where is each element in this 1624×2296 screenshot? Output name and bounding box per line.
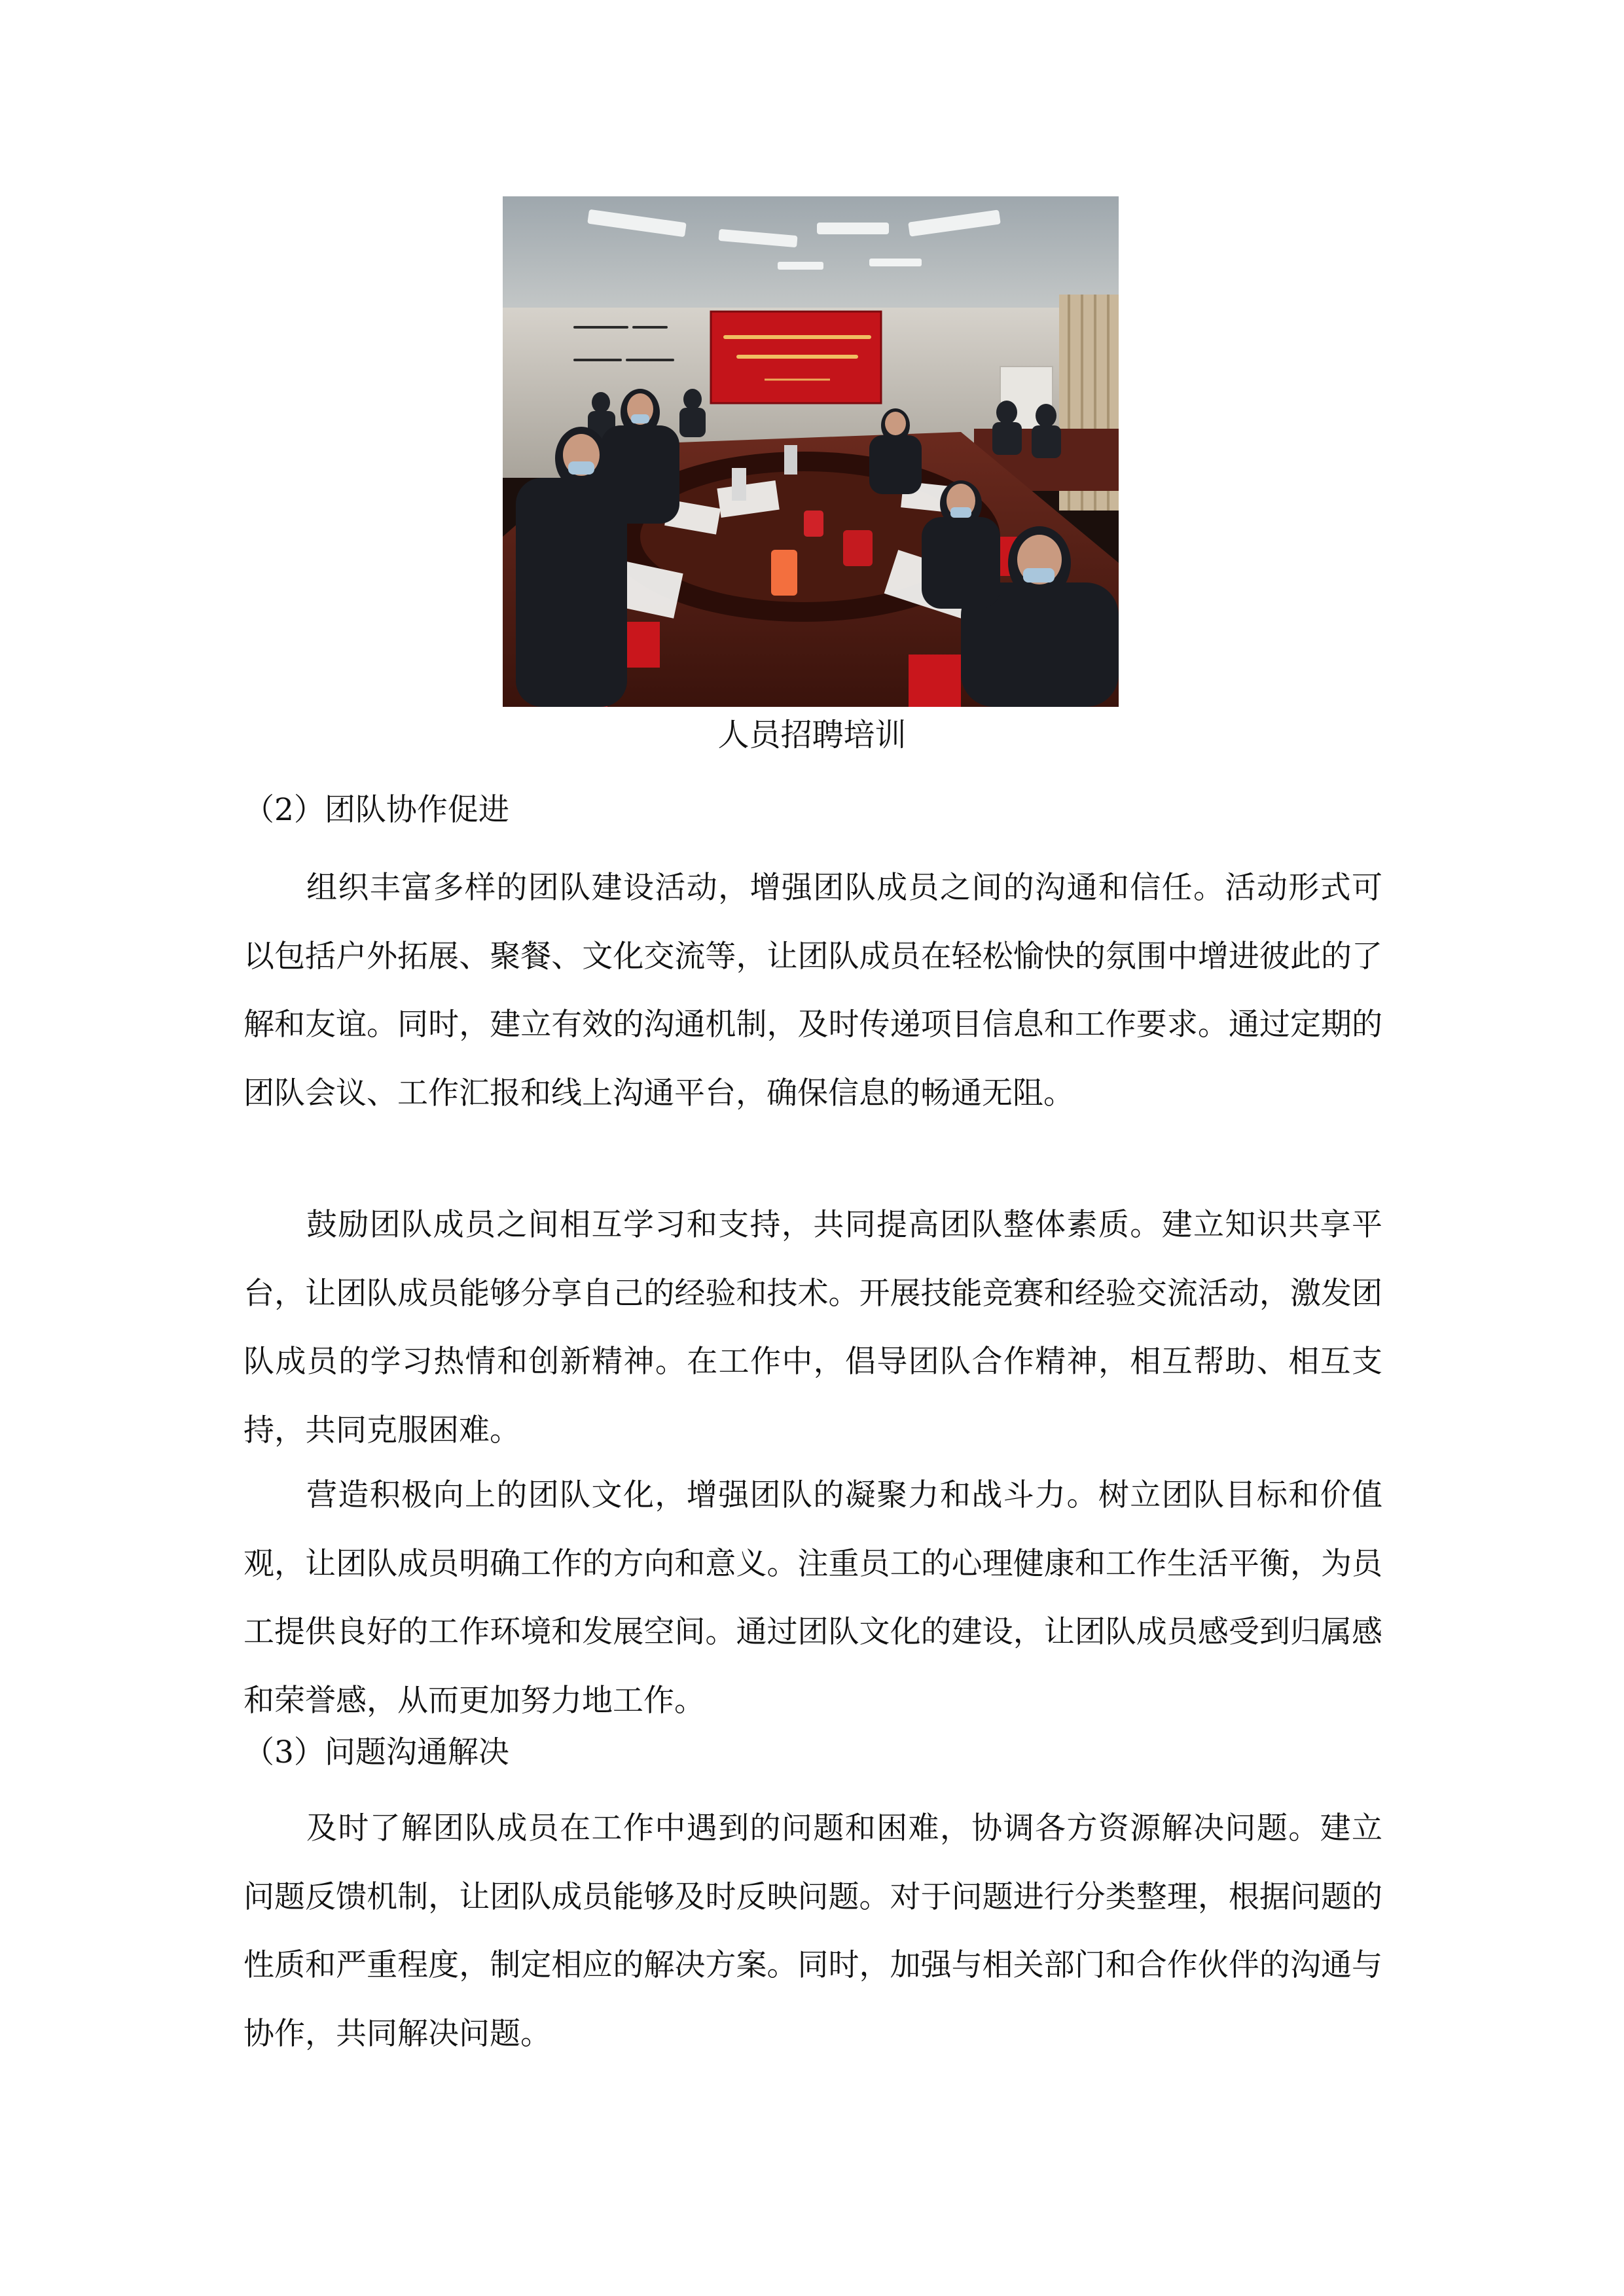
paragraph: 鼓励团队成员之间相互学习和支持，共同提高团队整体素质。建立知识共享平台，让团队成员能够分享自己的经验和技术。开展技能竞赛和经验交流活动，激发团队成员的学习热情和创新精神。在工作中，倡导团队合作精神，相互帮助、相互支持，共同克服困难。 — [244, 1207, 1382, 1448]
paragraph: 组织丰富多样的团队建设活动，增强团队成员之间的沟通和信任。活动形式可以包括户外拓展、聚餐、文化交流等，让团队成员在轻松愉快的氛围中增进彼此的了解和友谊。同时，建立有效的沟通机制，及时传递项目信息和工作要求。通过定期的团队会议、工作汇报和线上沟通平台，确保信息的畅通无阻。 — [244, 870, 1382, 1111]
section-body-team-collaboration-3 — [244, 1462, 1382, 1735]
section-heading-team-collaboration: （2）团队协作促进 — [244, 792, 509, 828]
section-body-team-collaboration-2 — [244, 1191, 1382, 1465]
meeting-photo — [503, 196, 1119, 707]
section-heading-problem-solving: （3）问题沟通解决 — [244, 1734, 509, 1770]
figure-caption: 人员招聘培训 — [717, 717, 907, 753]
paragraph: 及时了解团队成员在工作中遇到的问题和困难，协调各方资源解决问题。建立问题反馈机制，让团队成员能够及时反映问题。对于问题进行分类整理，根据问题的性质和严重程度，制定相应的解决方案。同时，加强与相关部门和合作伙伴的沟通与协作，共同解决问题。 — [244, 1810, 1382, 2052]
section-body-problem-solving — [244, 1795, 1382, 2068]
paragraph: 营造积极向上的团队文化，增强团队的凝聚力和战斗力。树立团队目标和价值观，让团队成员明确工作的方向和意义。注重员工的心理健康和工作生活平衡，为员工提供良好的工作环境和发展空间。通过团队文化的建设，让团队成员感受到归属感和荣誉感，从而更加努力地工作。 — [244, 1477, 1382, 1719]
section-body-team-collaboration — [244, 854, 1382, 1128]
